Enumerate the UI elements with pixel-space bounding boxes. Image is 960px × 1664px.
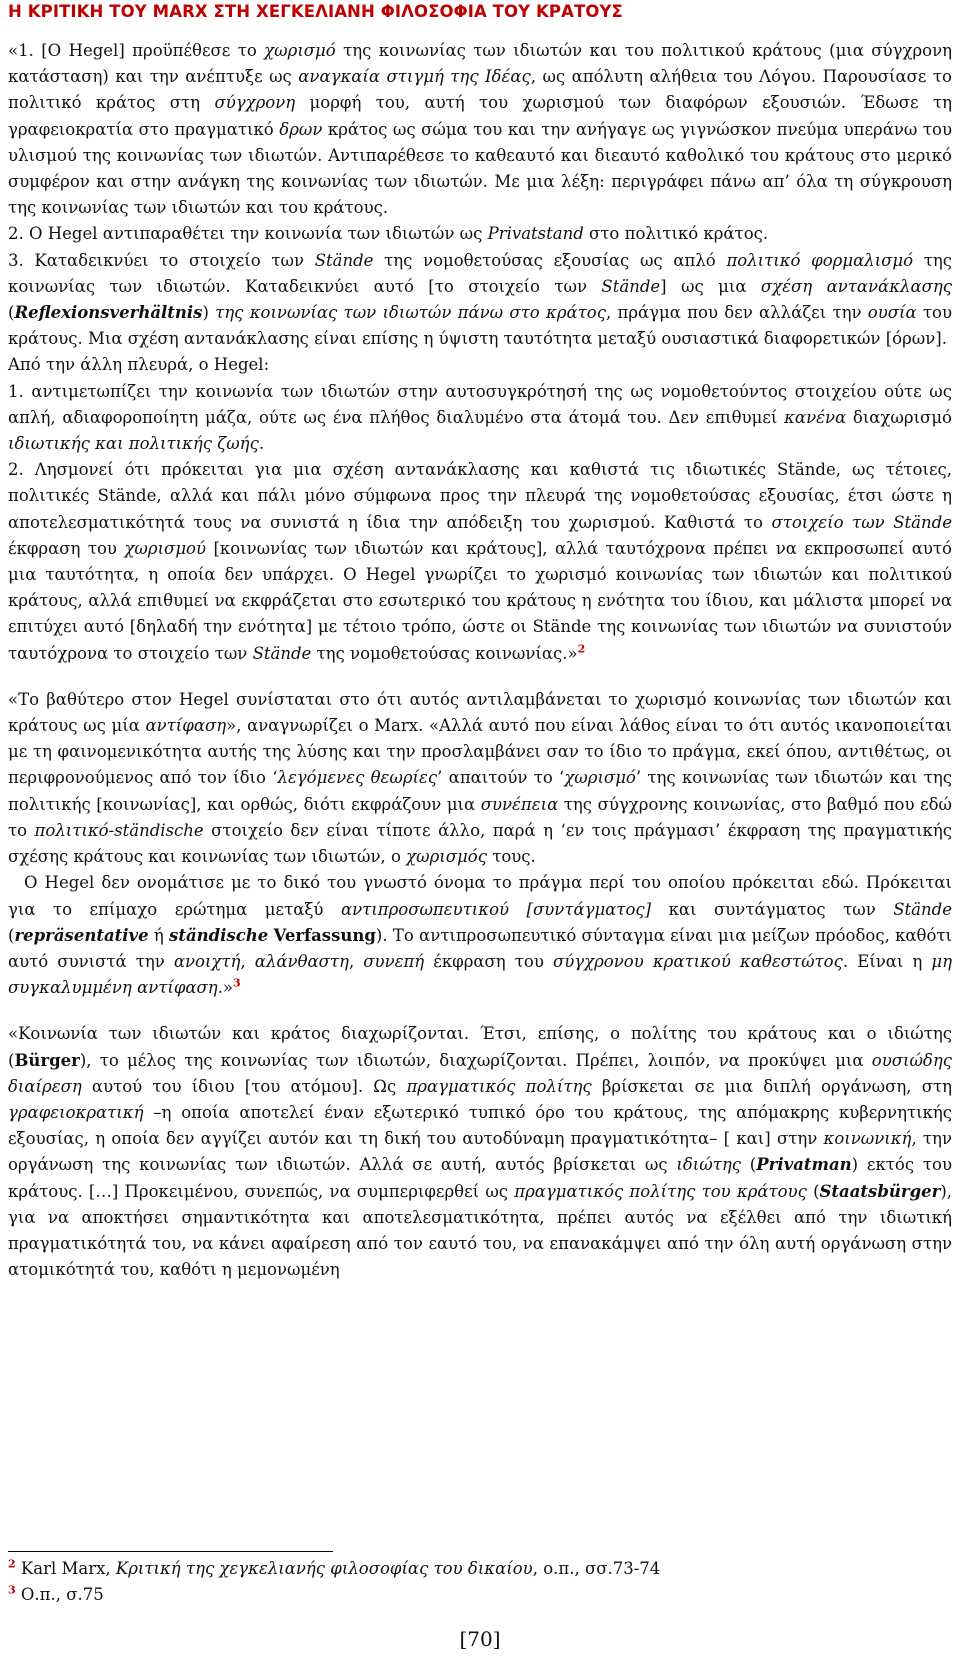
text-run: πραγματικός πολίτης [406,1076,592,1096]
text-run: », αναγνωρίζει ο Marx. «Αλλά αυτό που είναι λάθος είναι το ότι αυτός ικανοποιείται με τη φαινομενικότητα αυτής της λύσης και την προσλαμβάνει σαν το ίδιο το πράγμα, εκεί όπου, αντιθέτως, οι περιφρονούμενος από τον ίδιο ‘ [8,716,952,788]
text-run: αλάνθαστη [254,951,349,971]
text-run: Stände [252,643,312,663]
text-run: «Κοινωνία των ιδιωτών και κράτος διαχωρίζονται. Έτσι, επίσης, ο πολίτης του κράτους και ο ιδιώτης ( [8,1024,952,1070]
footnote-number: 3 [8,1583,16,1597]
text-run: σύγχρονου κρατικού καθεστώτος [552,951,843,971]
footnote-reference: 2 [577,642,586,656]
text-run: στοιχείο των Stände [771,512,952,532]
text-run: κράτος ως σώμα του και την ανήγαγε ως γιγνώσκον πνεύμα υπεράνω του υλισμού της κοινωνίας των ιδιωτών. Αντιπαρέθεσε το καθεαυτό και διεαυτό καθολικό του κράτους στο μερικό συμφέρον και στην ανάγκη της κοινωνίας των ιδιωτών. Με μια λέξη: περιγράφει πάνω απ’ όλα τη σύγκρουση της κοινωνίας των ιδιωτών και του κράτους. [8,119,952,218]
text-run: 1. αντιμετωπίζει την κοινωνία των ιδιωτών στην αυτοσυγκρότησή της ως νομοθετούντος στοιχείου ούτε ως απλή, αδιαφοροποίητη μάζα, ούτε ως ένα πλήθος διαλυμένο στα άτομά του. Δεν επιθυμεί [8,381,952,427]
text-run: 2. Ο Hegel αντιπαραθέτει την κοινωνία των ιδιωτών ως [8,224,488,244]
text-run: ιδιώτης [676,1155,741,1175]
text-run: πολιτικό φορμαλισμό [726,250,914,270]
paragraph-gap [8,667,952,687]
text-run: 2. Λησμονεί ότι πρόκειται για μια σχέση αντανάκλασης και καθιστά τις ιδιωτικές Stände, ως τέτοιες, πολιτικές Stände, αλλά και πάλι μόνο σύμφωνα προς την πλευρά της νομοθετούσας εξουσίας, έτσι ώστε η αποτελεσματικότητά τους να συνιστά η ίδια την απόδειξη του χωρισμού. Καθιστά το [8,460,952,532]
text-run: Privatstand [487,224,584,244]
text-run: της κοινωνίας των ιδιωτών πάνω στο κράτος [215,303,606,323]
text-run: κανένα [784,407,847,427]
text-run: μη συγκαλυμμένη αντίφαση [8,951,953,998]
text-run: repräsentative [14,925,149,945]
text-run: χωρισμό [264,41,336,60]
text-run: Reflexionsverhältnis [14,303,203,323]
text-run: βρίσκεται σε μια διπλή οργάνωση, στη [591,1076,953,1096]
text-run: αντιπροσωπευτικού [συντάγματος] [340,899,652,919]
text-run: ( [8,303,15,323]
text-run: χωρισμού [124,538,207,558]
text-run: «1. [Ο Hegel] προϋπέθεσε το [8,41,265,60]
text-run: της νομοθετούσας εξουσίας ως απλό [373,250,727,270]
paragraph [8,687,952,870]
text-run: ), το μέλος της κοινωνίας των ιδιωτών, διαχωρίζονται. Πρέπει, λοιπόν, να προκύψει μια [79,1050,872,1070]
text-run: 3. Καταδεικνύει το στοιχείο των [8,250,315,270]
text-run: τους. [486,847,536,867]
text-run: [κοινωνίας των ιδιωτών και κράτους], αλλά ταυτόχρονα πρέπει να εκπροσωπεί αυτό μια ταυτότητα, η οποία δεν υπάρχει. Ο Hegel γνωρίζει το χωρισμό κοινωνίας των ιδιωτών και πολιτικού κράτους, αλλά επιθυμεί να εκφράζεται στο εσωτερικό του κράτους η ενότητα του ίδιου, και μάλιστα μπορεί να επιτύχει αυτό [δηλαδή την ενότητα] με τέτοιο τρόπο, ώστε οι Stände της κοινωνίας των ιδιωτών να συνιστούν ταυτόχρονα το στοιχείο των [8,538,952,663]
text-run: διαχωρισμό [846,407,952,427]
text-run: ουσιώδης διαίρεση [8,1050,952,1096]
text-run: έκφραση του [424,951,553,971]
text-run: , [348,951,364,971]
paragraph-gap [8,1001,952,1021]
text-run: ή [148,925,170,945]
text-run: ’ της κοινωνίας των ιδιωτών και της πολιτικής [κοινωνίας], και ορθώς, διότι εκφράζουν μια [8,768,952,814]
footnote [8,1556,952,1582]
footnote [8,1582,952,1608]
text-run: . Είναι η [842,951,932,971]
paragraph [8,1021,952,1283]
text-run: «Το βαθύτερο στον Hegel συνίσταται στο ότι αυτός αντιλαμβάνεται το χωρισμό κοινωνίας των ιδιωτών και κράτους ως μία [8,689,952,736]
text-run: ), για να αποκτήσει σημαντικότητα και αποτελεσματικότητα, πρέπει αυτός να εξέλθει από την ιδιωτική πραγματικότητά του, να κάνει αφαίρεση από τον εαυτό του, να επανακάμψει από την όλη αυτή οργάνωση στην ατομικότητά του, καθότι η μεμονωμένη [8,1181,952,1280]
text-run: δρων [279,119,323,139]
text-run: ( [8,925,15,945]
text-run: ständische [169,925,269,945]
footnote-separator [8,1551,333,1552]
footnote-reference: 3 [233,976,241,990]
text-run: ανοιχτή [173,951,241,971]
text-run: Karl Marx, [15,1559,116,1578]
text-run: Ο Hegel δεν ονομάτισε με το δικό του γνωστό όνομα το πράγμα περί του οποίου πρόκειται εδώ. Πρόκειται για το επίμαχο ερώτημα μεταξύ [8,873,952,919]
text-run: σύγχρονη [214,93,296,113]
text-run: αυτού του ίδιου [του ατόμου]. Ως [81,1076,407,1096]
text-run: Stände [601,276,661,296]
text-run: ] ως μια [660,276,761,296]
text-run: –η οποία αποτελεί έναν εξωτερικό τυπικό όρο του κράτους, της απόμακρης κυβερνητικής εξουσίας, η οποία δεν αγγίζει αυτόν και τη δική του αυτοδύναμη πραγματικότητα– [ και] στην [8,1102,952,1149]
text-run: πραγματικός πολίτης του κράτους [514,1181,807,1201]
text-run: Ο.π., σ.75 [15,1585,104,1604]
text-run: Από την άλλη πλευρά, ο Hegel: [8,355,270,375]
paragraph [8,379,952,458]
text-run: Bürger [14,1050,80,1070]
text-run: Staatsbürger [819,1181,941,1201]
text-run: ) εκτός του κράτους. […] Προκειμένου, συνεπώς, να συμπεριφερθεί ως [8,1155,953,1201]
text-run: μορφή του, αυτή του χωρισμού των διαφόρων εξουσιών. Έδωσε τη γραφειοκρατία στο πραγματικό [8,93,952,139]
footnote-number: 2 [8,1557,16,1571]
text-run: κοινωνική [823,1129,912,1149]
text-run: Verfassung [273,925,376,945]
paragraph [8,38,952,221]
body-text [8,38,952,1283]
text-run: αναγκαία στιγμή της Ιδέας [298,67,531,87]
text-run: χωρισμός [406,847,487,867]
paragraph [8,457,952,667]
text-run: γραφειοκρατική [8,1102,144,1122]
text-run: , πράγμα που δεν αλλάζει την [605,303,868,323]
paragraph [8,352,952,378]
paragraph [8,248,952,353]
text-run: έκφραση του [8,538,125,558]
text-run: ( [806,1181,820,1201]
text-run: της κοινωνίας των ιδιωτών. Καταδεικνύει αυτό [το στοιχείο των [8,250,953,296]
text-run: , ως απόλυτη αλήθεια του Λόγου. Παρουσίασε το πολιτικό κράτος στη [8,67,952,113]
text-run: αντίφαση [145,716,227,736]
text-run: ). Το αντιπροσωπευτικό σύνταγμα είναι μια μείζων πρόοδος, καθότι αυτό συνιστά την [8,925,952,971]
text-run: στοιχείο δεν είναι τίποτε άλλο, παρά η ‘εν τοις πράγμασι’ έκφραση της πραγματικής σχέσης κράτους και κοινωνίας των ιδιωτών, ο [8,820,952,867]
text-run: ουσία [867,303,917,323]
text-run: ( [740,1155,757,1175]
text-run: Privatman [756,1155,852,1175]
paragraph [8,870,952,1001]
chapter-heading: Η ΚΡΙΤΙΚΗ ΤΟΥ MARX ΣΤΗ ΧΕΓΚΕΛΙΑΝΗ ΦΙΛΟΣΟΦΙΑ ΤΟΥ ΚΡΑΤΟΥΣ [8,2,623,21]
text-run: του κράτους. Μια σχέση αντανάκλασης είναι επίσης η ύψιστη ταυτότητα μεταξύ ουσιαστικά διαφορετικών [όρων]. [8,303,953,349]
paragraph [8,221,952,247]
text-run: και συντάγματος των [651,899,894,919]
text-run: Stände [314,250,374,270]
text-run: ) [202,303,216,323]
text-run: λεγόμενες θεωρίες [277,768,438,788]
text-run: σχέση αντανάκλασης [760,276,953,296]
text-run: Stände [893,899,952,919]
text-run: ιδιωτικής και πολιτικής ζωής [8,434,259,454]
text-run: συνέπεια [480,794,559,814]
text-run: . [258,434,265,454]
text-run: πολιτικό-ständische [34,820,204,840]
text-run: στο πολιτικό κράτος. [583,224,769,244]
text-run: , [240,951,255,971]
text-run: της σύγχρονης κοινωνίας, στο βαθμό που εδώ το [8,794,952,840]
text-run: χωρισμό [564,768,636,788]
text-run: , ο.π., σσ.73-74 [532,1559,661,1578]
text-run: ’ απαιτούν το ‘ [437,768,565,788]
text-run: συνεπή [363,951,425,971]
text-run: , την οργάνωση της κοινωνίας των ιδιωτών. Αλλά σε αυτή, αυτός βρίσκεται ως [8,1129,952,1175]
text-run: της νομοθετούσας κοινωνίας.» [311,643,578,663]
text-run: .» [217,978,234,998]
text-run: της κοινωνίας των ιδιωτών και του πολιτικού κράτους (μια σύγχρονη κατάσταση) και την ανέπτυξε ως [8,41,952,87]
footnotes [8,1556,952,1608]
text-run: Κριτική της χεγκελιανής φιλοσοφίας του δικαίου [115,1559,533,1578]
page-number: [70] [459,1627,501,1651]
